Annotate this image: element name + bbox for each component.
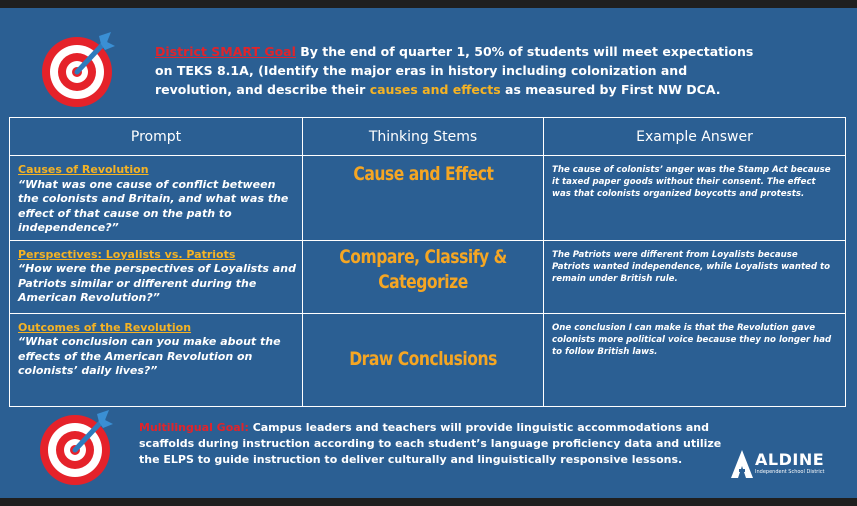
header-thinking-stems: Thinking Stems (303, 118, 544, 156)
district-goal-text-1: By the end of quarter 1, 50% of students will meet expectations on TEKS 8.1A, (Identify the major eras in history including colonization and revolution, and describe their (155, 44, 754, 97)
multilingual-goal-label: Multilingual Goal: (139, 421, 249, 434)
target-icon (37, 406, 119, 488)
prompt-question: “How were the perspectives of Loyalists and Patriots similar or different during the American Revolution?” (18, 262, 296, 304)
logo-subtitle: Independent School District (755, 469, 825, 475)
thinking-stems-table (9, 117, 846, 407)
prompt-cell (10, 240, 303, 313)
stem-text: Draw Conclusions (349, 348, 497, 371)
logo-mark-icon (731, 450, 753, 478)
table-row (10, 156, 846, 241)
slide (0, 8, 857, 498)
prompt-title: Outcomes of the Revolution (18, 320, 192, 334)
header-example-answer: Example Answer (544, 118, 846, 156)
table-row (10, 240, 846, 313)
prompt-question: “What was one cause of conflict between the colonists and Britain, and what was the effect of that cause on the path to independence?” (18, 177, 289, 234)
stem-text: Compare, Classify & Categorize (339, 245, 507, 293)
prompt-cell (10, 156, 303, 241)
stem-text: Cause and Effect (352, 163, 494, 185)
stem-cell (303, 156, 544, 241)
district-goal-text-2: as measured by First NW DCA. (500, 82, 721, 97)
prompt-question: “What conclusion can you make about the effects of the American Revolution on colonists’ daily lives?” (18, 335, 281, 377)
target-icon (39, 28, 121, 110)
stem-cell (303, 313, 544, 407)
district-goal-label: District SMART Goal (155, 44, 296, 59)
district-smart-goal (155, 42, 765, 99)
district-goal-highlight: causes and effects (369, 82, 501, 97)
prompt-title: Perspectives: Loyalists vs. Patriots (18, 247, 236, 261)
stem-cell (303, 240, 544, 313)
multilingual-goal (139, 420, 729, 468)
example-cell: The cause of colonists’ anger was the Stamp Act because it taxed paper goods without their consent. The effect was that colonists organized boycotts and protests. (544, 156, 846, 241)
multilingual-goal-text: Campus leaders and teachers will provide linguistic accommodations and scaffolds during instruction according to each student’s language proficiency data and utilize the ELPS to guide instruction to deliver culturally and linguistically responsive lessons. (139, 421, 722, 466)
example-cell: The Patriots were different from Loyalists because Patriots wanted independence, while Loyalists wanted to remain under British rule. (544, 240, 846, 313)
aldine-logo (731, 448, 831, 480)
logo-name: ALDINE (755, 450, 825, 469)
table-row (10, 313, 846, 407)
table-header-row (10, 118, 846, 156)
example-cell: One conclusion I can make is that the Revolution gave colonists more political voice because they no longer had to follow British laws. (544, 313, 846, 407)
prompt-cell (10, 313, 303, 407)
prompt-title: Causes of Revolution (18, 163, 149, 176)
header-prompt: Prompt (10, 118, 303, 156)
